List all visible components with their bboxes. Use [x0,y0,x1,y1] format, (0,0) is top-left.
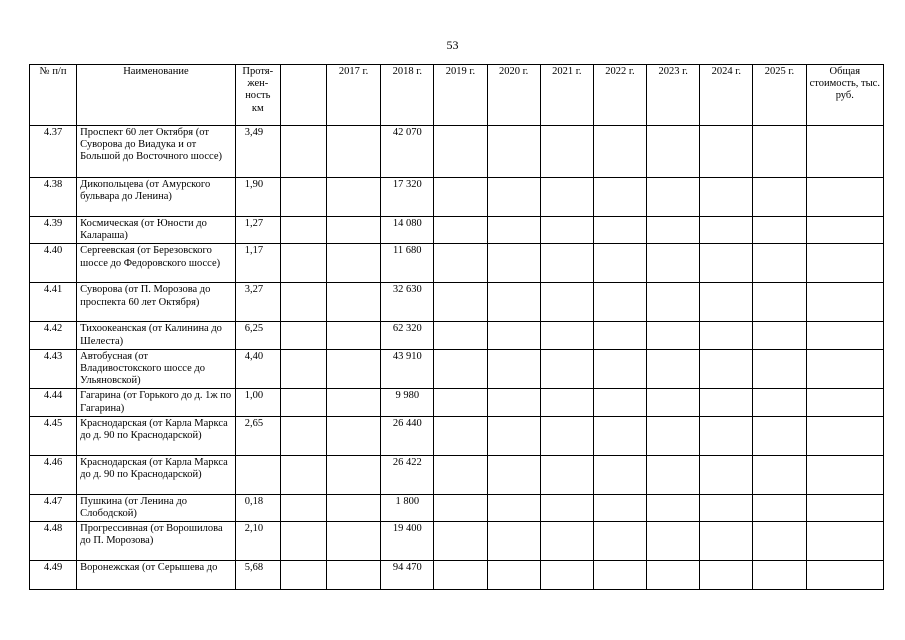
cell-2017 [327,244,381,283]
cell-total [806,244,883,283]
cell-2025 [753,561,806,590]
cell-2018: 19 400 [381,522,434,561]
table-row [30,455,884,494]
cell-total [806,522,883,561]
cell-2022 [593,322,646,349]
cell-2023 [647,217,700,244]
row-num: 4.42 [30,322,77,349]
cell-2023 [647,455,700,494]
cell-blank [280,178,326,217]
row-length: 2,10 [235,522,280,561]
cell-2022 [593,561,646,590]
cell-2018: 14 080 [381,217,434,244]
cell-2018: 42 070 [381,126,434,178]
row-length: 6,25 [235,322,280,349]
cell-2017 [327,522,381,561]
cell-2024 [700,416,753,455]
header-length: Протя-жен-ность км [235,65,280,126]
header-num: № п/п [30,65,77,126]
cell-2025 [753,126,806,178]
row-length: 2,65 [235,416,280,455]
cell-2022 [593,349,646,389]
cell-2018: 1 800 [381,494,434,521]
cell-2024 [700,126,753,178]
row-length: 1,27 [235,217,280,244]
cell-2025 [753,455,806,494]
header-2023: 2023 г. [647,65,700,126]
header-name: Наименование [77,65,236,126]
cell-2022 [593,126,646,178]
cell-2025 [753,349,806,389]
cell-2020 [487,283,540,322]
cell-2020 [487,494,540,521]
table-row [30,416,884,455]
cell-2019 [434,217,487,244]
cell-2017 [327,349,381,389]
cell-2020 [487,416,540,455]
row-num: 4.46 [30,455,77,494]
cell-2023 [647,178,700,217]
cell-2019 [434,349,487,389]
cell-total [806,389,883,416]
cell-2021 [540,178,593,217]
cell-2023 [647,561,700,590]
cell-total [806,217,883,244]
row-num: 4.37 [30,126,77,178]
cell-2019 [434,126,487,178]
cell-2024 [700,349,753,389]
cell-2024 [700,322,753,349]
cell-2020 [487,349,540,389]
page-number: 53 [446,38,459,52]
cell-2017 [327,494,381,521]
row-name: Проспект 60 лет Октября (от Суворова до Виадука и от Большой до Восточного шоссе) [77,126,236,178]
cell-blank [280,126,326,178]
cell-2025 [753,244,806,283]
header-2020: 2020 г. [487,65,540,126]
cell-2023 [647,522,700,561]
cell-2025 [753,416,806,455]
cell-2022 [593,522,646,561]
cell-blank [280,283,326,322]
row-name: Пушкина (от Ленина до Слободской) [77,494,236,521]
cell-2021 [540,217,593,244]
cell-2018: 26 422 [381,455,434,494]
cell-2017 [327,416,381,455]
row-name: Воронежская (от Серышева до [77,561,236,590]
header-2022: 2022 г. [593,65,646,126]
cell-total [806,178,883,217]
cell-2025 [753,283,806,322]
cell-blank [280,455,326,494]
cell-2023 [647,389,700,416]
header-2019: 2019 г. [434,65,487,126]
row-num: 4.48 [30,522,77,561]
table-row [30,283,884,322]
cell-2022 [593,416,646,455]
cell-2021 [540,349,593,389]
row-name: Автобусная (от Владивостокского шоссе до Ульяновской) [77,349,236,389]
row-num: 4.44 [30,389,77,416]
cell-2020 [487,322,540,349]
row-num: 4.40 [30,244,77,283]
cell-2018: 17 320 [381,178,434,217]
table-row [30,561,884,590]
cell-2022 [593,283,646,322]
cell-2021 [540,126,593,178]
row-name: Суворова (от П. Морозова до проспекта 60 лет Октября) [77,283,236,322]
row-name: Краснодарская (от Карла Маркса до д. 90 по Краснодарской) [77,416,236,455]
table-row [30,217,884,244]
cell-2025 [753,494,806,521]
cell-2018: 43 910 [381,349,434,389]
row-name: Гагарина (от Горького до д. 1ж по Гагарина) [77,389,236,416]
cell-2023 [647,349,700,389]
row-num: 4.41 [30,283,77,322]
cell-2020 [487,455,540,494]
header-2021: 2021 г. [540,65,593,126]
row-num: 4.43 [30,349,77,389]
cell-blank [280,416,326,455]
cell-2020 [487,561,540,590]
cell-total [806,561,883,590]
cell-2019 [434,178,487,217]
cell-2021 [540,561,593,590]
cell-2017 [327,455,381,494]
cell-2025 [753,178,806,217]
cell-total [806,126,883,178]
cell-2020 [487,389,540,416]
row-name: Сергеевская (от Березовского шоссе до Федоровского шоссе) [77,244,236,283]
cell-total [806,455,883,494]
cell-2019 [434,244,487,283]
cell-2020 [487,178,540,217]
row-num: 4.38 [30,178,77,217]
cell-2017 [327,283,381,322]
row-num: 4.45 [30,416,77,455]
cell-2019 [434,389,487,416]
header-2025: 2025 г. [753,65,806,126]
cell-2023 [647,244,700,283]
cell-blank [280,244,326,283]
cell-2024 [700,455,753,494]
table-row [30,322,884,349]
cell-2017 [327,322,381,349]
cell-2021 [540,455,593,494]
cell-2019 [434,494,487,521]
cell-blank [280,217,326,244]
cell-2022 [593,389,646,416]
cell-2022 [593,455,646,494]
cell-2019 [434,322,487,349]
cell-2019 [434,561,487,590]
cell-2017 [327,217,381,244]
cell-2024 [700,389,753,416]
cell-2024 [700,494,753,521]
cell-2025 [753,522,806,561]
cell-2023 [647,322,700,349]
header-blank [280,65,326,126]
row-length: 5,68 [235,561,280,590]
row-length: 1,17 [235,244,280,283]
cell-2017 [327,178,381,217]
row-name: Краснодарская (от Карла Маркса до д. 90 по Краснодарской) [77,455,236,494]
cell-blank [280,561,326,590]
cell-2021 [540,416,593,455]
cell-2021 [540,322,593,349]
table-row [30,522,884,561]
cell-2019 [434,455,487,494]
header-2018: 2018 г. [381,65,434,126]
cell-total [806,322,883,349]
cell-2018: 94 470 [381,561,434,590]
cell-total [806,349,883,389]
cell-2021 [540,494,593,521]
cell-2020 [487,244,540,283]
cell-2018: 32 630 [381,283,434,322]
table-header-row [30,65,884,126]
row-name: Дикопольцева (от Амурского бульвара до Ленина) [77,178,236,217]
cell-blank [280,389,326,416]
cell-2019 [434,416,487,455]
cell-2024 [700,561,753,590]
row-length: 0,18 [235,494,280,521]
cell-2024 [700,522,753,561]
cell-2021 [540,522,593,561]
cell-2021 [540,283,593,322]
cell-blank [280,322,326,349]
cell-2017 [327,126,381,178]
row-name: Космическая (от Юности до Калараша) [77,217,236,244]
header-2024: 2024 г. [700,65,753,126]
cell-total [806,416,883,455]
row-length: 1,00 [235,389,280,416]
cell-2023 [647,494,700,521]
header-total-cost: Общая стоимость, тыс. руб. [806,65,883,126]
cell-2023 [647,126,700,178]
cell-2024 [700,178,753,217]
cell-2018: 11 680 [381,244,434,283]
cell-2021 [540,244,593,283]
cell-2020 [487,217,540,244]
cell-2019 [434,283,487,322]
cell-2021 [540,389,593,416]
cell-2018: 62 320 [381,322,434,349]
table-row [30,244,884,283]
table-row [30,349,884,389]
cell-blank [280,349,326,389]
cell-2017 [327,389,381,416]
table-row [30,178,884,217]
table-row [30,389,884,416]
cell-2022 [593,244,646,283]
row-length: 1,90 [235,178,280,217]
cell-blank [280,494,326,521]
cell-2023 [647,416,700,455]
cell-2019 [434,522,487,561]
row-name: Тихоокеанская (от Калинина до Шелеста) [77,322,236,349]
row-num: 4.47 [30,494,77,521]
row-length [235,455,280,494]
row-num: 4.49 [30,561,77,590]
cell-2024 [700,244,753,283]
cell-2020 [487,522,540,561]
cell-2024 [700,217,753,244]
cell-2023 [647,283,700,322]
row-length: 3,49 [235,126,280,178]
row-length: 4,40 [235,349,280,389]
cell-total [806,283,883,322]
budget-table [29,64,884,590]
row-num: 4.39 [30,217,77,244]
cell-2025 [753,217,806,244]
cell-2025 [753,389,806,416]
header-2017: 2017 г. [327,65,381,126]
cell-2025 [753,322,806,349]
table-row [30,494,884,521]
cell-2022 [593,217,646,244]
cell-total [806,494,883,521]
cell-2018: 9 980 [381,389,434,416]
cell-2022 [593,494,646,521]
cell-blank [280,522,326,561]
cell-2024 [700,283,753,322]
cell-2022 [593,178,646,217]
row-length: 3,27 [235,283,280,322]
cell-2020 [487,126,540,178]
table-row [30,126,884,178]
cell-2018: 26 440 [381,416,434,455]
cell-2017 [327,561,381,590]
row-name: Прогрессивная (от Ворошилова до П. Морозова) [77,522,236,561]
